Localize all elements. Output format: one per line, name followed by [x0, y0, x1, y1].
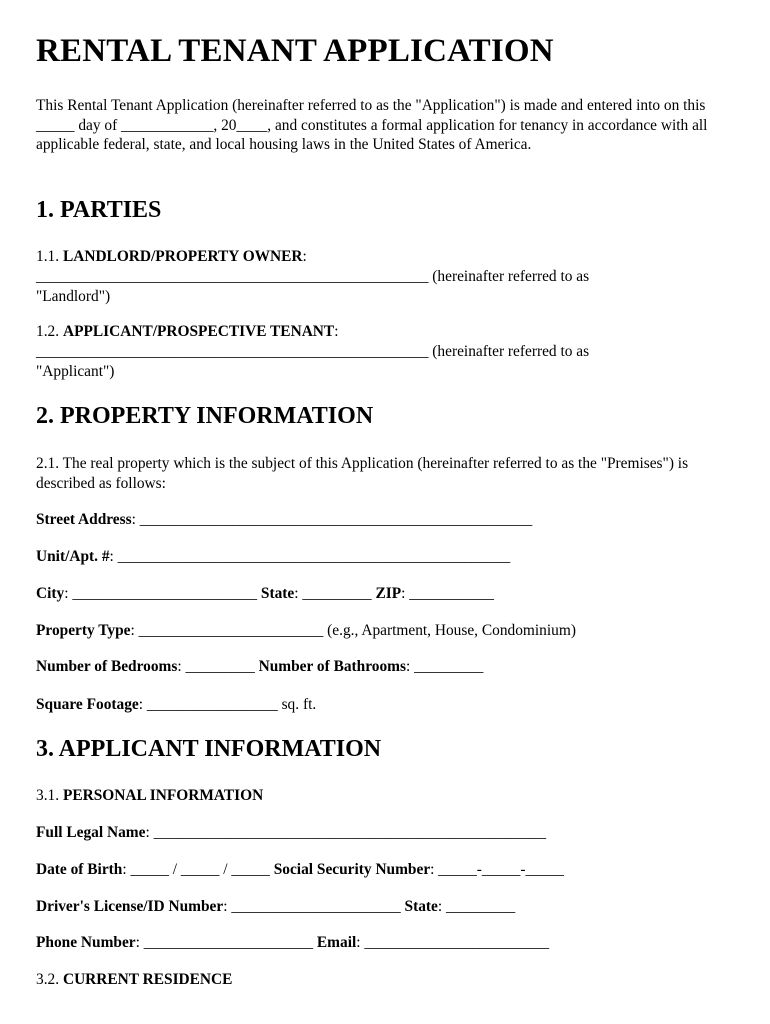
landlord-row: 1.1. LANDLORD/PROPERTY OWNER: — [36, 248, 307, 265]
email-label: Email — [316, 934, 357, 951]
bedrooms-label: Number of Bedrooms — [36, 658, 178, 675]
unit-label: Unit/Apt. # — [36, 548, 110, 565]
city-field[interactable]: ________________________ — [72, 585, 258, 602]
unit-field[interactable]: ___________________________________________________ — [117, 548, 511, 565]
city-label: City — [36, 585, 65, 602]
license-field[interactable]: ______________________ — [231, 898, 401, 915]
square-footage-row: Square Footage: _________________ sq. ft. — [36, 696, 317, 713]
city-state-zip-row: City: ________________________ State: _________ ZIP: ___________ — [36, 585, 494, 602]
landlord-label: LANDLORD/PROPERTY OWNER — [62, 248, 303, 265]
dob-ssn-row: Date of Birth: _____ / _____ / _____ Social Security Number: _____-_____-_____ — [36, 861, 564, 878]
applicant-row: 1.2. APPLICANT/PROSPECTIVE TENANT: — [36, 323, 339, 340]
square-footage-unit: sq. ft. — [281, 696, 317, 713]
full-name-label: Full Legal Name — [36, 824, 146, 841]
dob-field[interactable]: _____ / _____ / _____ — [130, 861, 270, 878]
phone-field[interactable]: ______________________ — [143, 934, 314, 951]
applicant-field[interactable]: ___________________________________________________ (hereinafter referred to as — [36, 343, 590, 360]
contact-row: Phone Number: ______________________ Email: ________________________ — [36, 934, 550, 951]
license-state-field[interactable]: _________ — [445, 898, 516, 915]
license-row: Driver's License/ID Number: ______________________ State: _________ — [36, 898, 516, 915]
section-heading-applicant: 3. APPLICANT INFORMATION — [36, 736, 382, 762]
section-heading-parties: 1. PARTIES — [36, 197, 162, 223]
property-type-row: Property Type: ________________________ (e.g., Apartment, House, Condominium) — [36, 622, 576, 639]
section-heading-property: 2. PROPERTY INFORMATION — [36, 403, 374, 429]
ssn-label: Social Security Number — [273, 861, 431, 878]
bedrooms-field[interactable]: _________ — [185, 658, 255, 675]
email-field[interactable]: ________________________ — [364, 934, 550, 951]
rooms-row: Number of Bedrooms: _________ Number of Bathrooms: _________ — [36, 658, 484, 675]
applicant-tail: "Applicant") — [36, 363, 115, 380]
state-label: State — [260, 585, 295, 602]
personal-info-heading: 3.1. PERSONAL INFORMATION — [36, 787, 264, 804]
ssn-field[interactable]: _____-_____-_____ — [438, 861, 564, 878]
full-name-row: Full Legal Name: ___________________________________________________ — [36, 824, 547, 841]
dob-label: Date of Birth — [36, 861, 123, 878]
bathrooms-label: Number of Bathrooms — [258, 658, 406, 675]
unit-row: Unit/Apt. #: ___________________________________________________ — [36, 548, 511, 565]
square-footage-label: Square Footage — [36, 696, 139, 713]
applicant-label: APPLICANT/PROSPECTIVE TENANT — [62, 323, 335, 340]
state-field[interactable]: _________ — [302, 585, 372, 602]
current-residence-heading: 3.2. CURRENT RESIDENCE — [36, 971, 233, 988]
zip-field[interactable]: ___________ — [409, 585, 494, 602]
property-description: 2.1. The real property which is the subject of this Application (hereinafter referred to as the "Premises") is described as follows: — [36, 455, 689, 492]
property-type-field[interactable]: ________________________ — [138, 622, 324, 639]
full-name-field[interactable]: ___________________________________________________ — [153, 824, 547, 841]
street-address-field[interactable]: ___________________________________________________ — [139, 511, 533, 528]
square-footage-field[interactable]: _________________ — [146, 696, 278, 713]
landlord-tail: "Landlord") — [36, 288, 111, 305]
street-address-label: Street Address — [36, 511, 132, 528]
license-state-label: State — [404, 898, 438, 915]
phone-label: Phone Number — [36, 934, 136, 951]
street-address-row: Street Address: ___________________________________________________ — [36, 511, 533, 528]
intro-paragraph: This Rental Tenant Application (hereinafter referred to as the "Application") is made and entered into on this _____ day of ____________, 20____, and constitutes a formal application for tenancy in accordance with all applicable federal, state, and local housing laws in the United States of America. — [36, 97, 708, 153]
bathrooms-field[interactable]: _________ — [414, 658, 484, 675]
property-type-label: Property Type — [36, 622, 131, 639]
property-type-hint: (e.g., Apartment, House, Condominium) — [327, 622, 576, 639]
zip-label: ZIP — [375, 585, 402, 602]
landlord-field[interactable]: ___________________________________________________ (hereinafter referred to as — [36, 268, 590, 285]
document-title: RENTAL TENANT APPLICATION — [36, 33, 554, 69]
license-label: Driver's License/ID Number — [36, 898, 224, 915]
